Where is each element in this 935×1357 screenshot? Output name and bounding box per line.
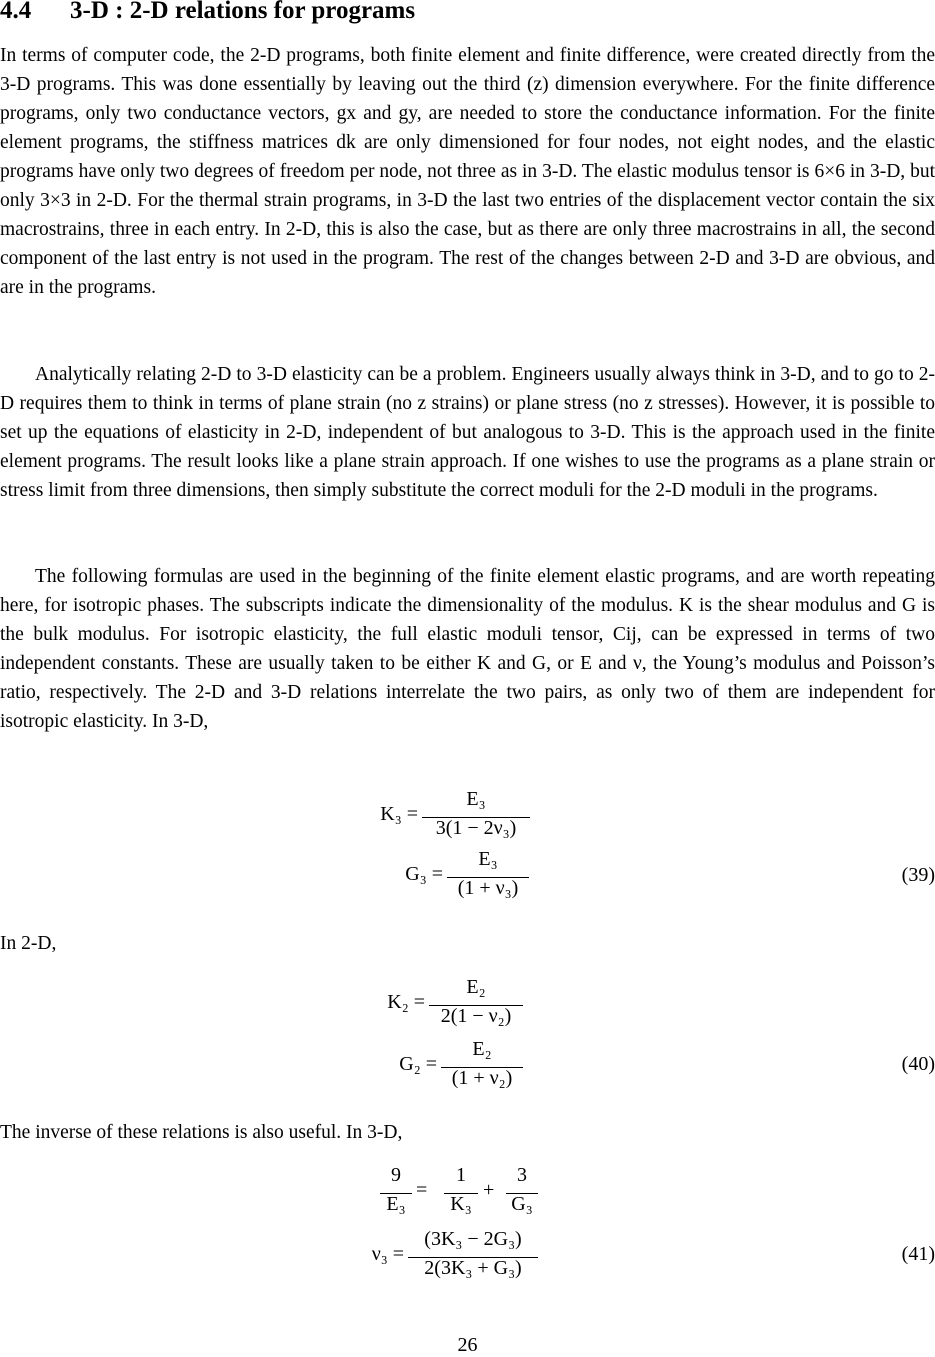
k2-fraction: [429, 974, 523, 1034]
g2-lhs: G₂ =: [399, 1053, 437, 1075]
g3-fraction: [447, 846, 529, 906]
lead-in-2d: In 2-D,: [0, 933, 57, 954]
inv-g3-denominator: G₃: [511, 1193, 533, 1215]
inv-e3-denominator: E₃: [386, 1193, 406, 1215]
equation-number-39: (39): [901, 864, 935, 886]
section-number: 4.4: [0, 0, 32, 24]
g3-numerator: E₃: [478, 848, 498, 870]
section-title-text: 3-D : 2-D relations for programs: [70, 0, 416, 24]
page-number: 26: [457, 1334, 478, 1356]
nu3-denominator: 2(3K₃ + G₃): [424, 1257, 522, 1279]
equation-nu3: [0, 1226, 935, 1286]
k2-lhs: K₂ =: [387, 991, 425, 1013]
k3-lhs: K₃ =: [380, 803, 418, 825]
g2-fraction: [441, 1036, 523, 1096]
inv-g3-numerator: 3: [517, 1164, 527, 1186]
equation-k3: [0, 786, 935, 846]
inv-k3-numerator: 1: [456, 1164, 466, 1186]
inv-g3-fraction: [506, 1162, 538, 1222]
equation-g3: [0, 846, 935, 906]
equation-number-40: (40): [901, 1053, 935, 1075]
k3-numerator: E₃: [466, 788, 486, 810]
equation-k2: [0, 974, 935, 1034]
inv-e3-numerator: 9: [391, 1164, 401, 1186]
nu3-lhs: ν₃ =: [371, 1243, 404, 1265]
equation-inverse-e3: [0, 1162, 935, 1222]
g3-denominator: (1 + ν₃): [457, 877, 519, 899]
k2-denominator: 2(1 − ν₂): [440, 1005, 512, 1027]
g2-numerator: E₂: [472, 1038, 492, 1060]
plus-sign: +: [483, 1179, 495, 1201]
k2-numerator: E₂: [466, 976, 486, 998]
inv-k3-denominator: K₃: [450, 1193, 472, 1215]
k3-fraction: [422, 786, 530, 846]
g3-lhs: G₃ =: [405, 863, 443, 885]
paragraph-isotropic-formulas: The following formulas are used in the beginning of the finite element elastic programs, and are worth repeating here, for isotropic phases. The subscripts indicate the dimensionality of the modulus. K is the shear modulus and G is the bulk modulus. For isotropic elasticity, the full elastic moduli tensor, Cij, can be expressed in terms of two independent constants. These are usually taken to be either K and G, or E and ν, the Young’s modulus and Poisson’s ratio, respectively. The 2-D and 3-D relations interrelate the two pairs, as only two of them are independent for isotropic elasticity. In 3-D,: [0, 566, 935, 732]
paragraph-analytic-relation: Analytically relating 2-D to 3-D elasticity can be a problem. Engineers usually always think in 3-D, and to go to 2-D requires them to think in terms of plane strain (no z strains) or plane stress (no z stresses). However, it is possible to set up the equations of elasticity in 2-D, independent of but analogous to 3-D. This is the approach used in the finite element programs. The result looks like a plane strain approach. If one wishes to use the programs as a plane strain or stress limit from three dimensions, then simply substitute the correct moduli for the 2-D moduli in the programs.: [0, 364, 935, 501]
equals-sign: =: [416, 1179, 428, 1201]
equation-g2: [0, 1036, 935, 1096]
equation-number-41: (41): [901, 1243, 935, 1265]
k3-denominator: 3(1 − 2ν₃): [435, 817, 517, 839]
lead-in-inverse: The inverse of these relations is also useful. In 3-D,: [0, 1122, 403, 1143]
g2-denominator: (1 + ν₂): [451, 1067, 513, 1089]
inv-k3-fraction: [444, 1162, 478, 1222]
inv-e3-fraction: [380, 1162, 412, 1222]
nu3-numerator: (3K₃ − 2G₃): [424, 1228, 522, 1250]
nu3-fraction: [408, 1226, 538, 1286]
paragraph-code-structure: In terms of computer code, the 2-D programs, both finite element and finite difference, were created directly from the 3-D programs. This was done essentially by leaving out the third (z) dimension everywhere. For the finite difference programs, only two conductance vectors, gx and gy, are needed to store the conductance information. For the finite element programs, the stiffness matrices dk are only dimensioned for four nodes, not eight nodes, and the elastic programs have only two degrees of freedom per node, not three as in 3-D. The elastic modulus tensor is 6×6 in 3-D, but only 3×3 in 2-D. For the thermal strain programs, in 3-D the last two entries of the displacement vector contain the six macrostrains, three in each entry. In 2-D, this is also the case, but as there are only three macrostrains in all, the second component of the last entry is not used in the program. The rest of the changes between 2-D and 3-D are obvious, and are in the programs.: [0, 45, 935, 298]
section-heading: [0, 0, 935, 28]
